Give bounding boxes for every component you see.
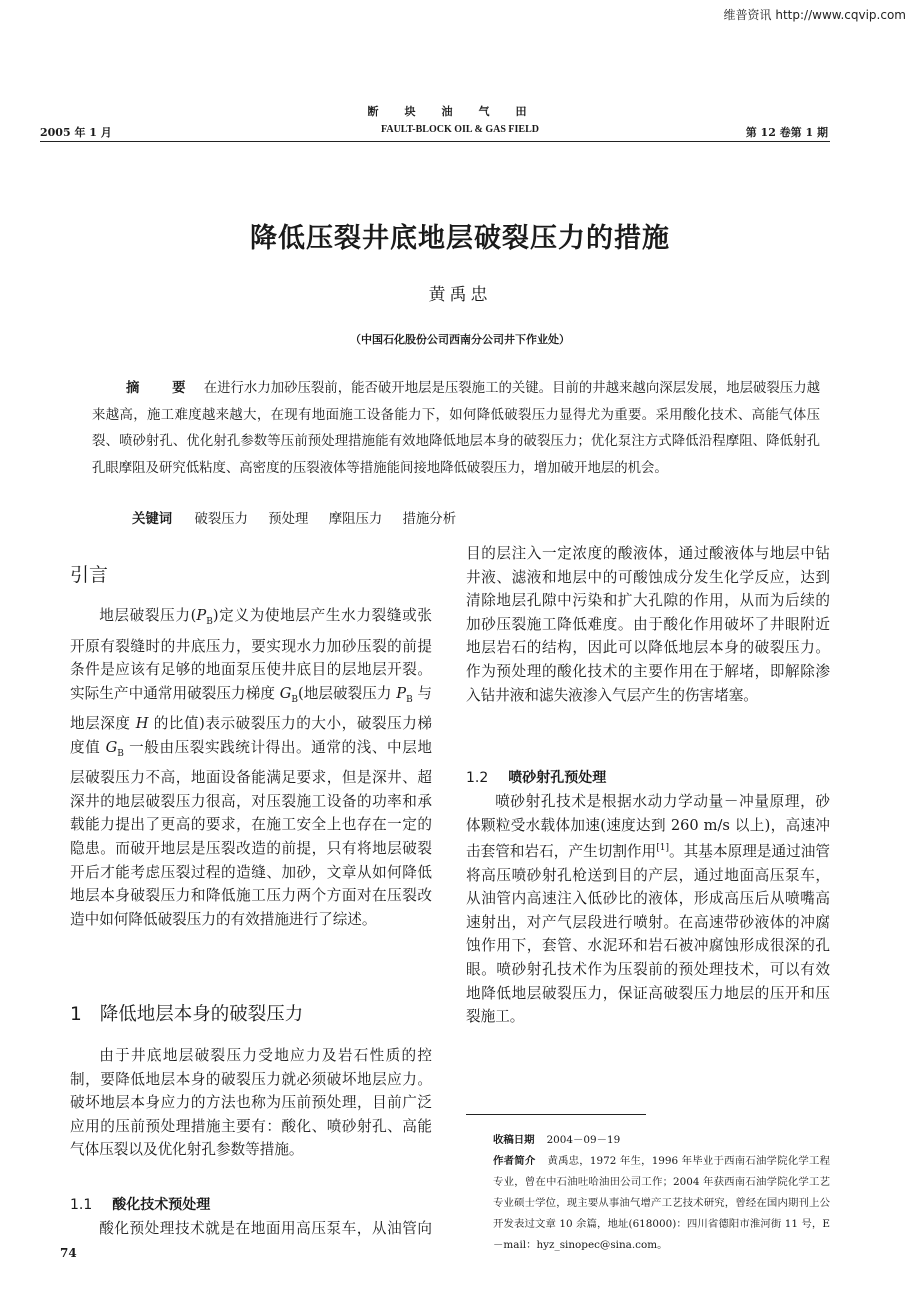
subsection-number: 1.2: [466, 770, 489, 786]
subsection-1-1-paragraph-cont: [466, 542, 830, 760]
section-1-paragraph: [70, 1044, 432, 1162]
abstract-text: 在进行水力加砂压裂前，能否破开地层是压裂施工的关键。目前的井越来越向深层发展，地层破裂压力越来越高，施工难度越来越大，在现有地面施工设备能力下，如何降低破裂压力显得尤为重要。采用酸化技术、高能气体压裂、喷砂射孔、优化射孔参数等压前预处理措施能有效地降低地层本身的破裂压力；优化泵注方式降低沿程摩阻、降低射孔孔眼摩阻及研究低粘度、高密度的压裂液体等措施能间接地降低破裂压力，增加破开地层的机会。: [92, 381, 820, 476]
issue-date: 2005 年 1 月: [40, 126, 112, 139]
intro-text: )定义为使地层产生水力裂缝或张开原有裂缝时的井底压力，要实现水力加砂压裂的前提条件是应该有足够的地面泵压使井底目的层地层开裂。实际生产中通常用破裂压力梯度: [70, 607, 432, 702]
intro-paragraph: [70, 604, 432, 931]
intro-heading: 引言: [70, 564, 109, 586]
received-label: 收稿日期: [493, 1134, 535, 1146]
keyword: 破裂压力: [194, 512, 248, 527]
volume-issue: 第 12 卷第 1 期: [745, 126, 828, 139]
intro-text: 与地层深度: [70, 684, 432, 733]
footnote-rule: [466, 1114, 646, 1115]
header-rule: [40, 141, 830, 142]
paragraph-text: 目的层注入一定浓度的酸液体，通过酸液体与地层中钻井液、滤液和地层中的可酸蚀成分发生化学反应，达到清除地层孔隙中污染和扩大孔隙的作用，从而为后续的加砂压裂施工降低难度。由于酸化作用破坏了井眼附近地层岩石的结构，因此可以降低地层本身的破裂压力。作为预处理的酸化技术的主要作用在于解堵，即解除渗入钻井液和滤失液渗入气层产生的伤害堵塞。: [466, 545, 830, 704]
section-1-heading: [70, 1000, 303, 1026]
keyword: 措施分析: [402, 512, 457, 527]
paragraph-text: 。其基本原理是通过油管将高压喷砂射孔枪送到目的产层，通过地面高压泵车，从油管内高速注入低砂比的液体，形成高压后从喷嘴高速射出，对产气层段进行喷射。在高速带砂液体的冲腐蚀作用下，套管、水泥环和岩石被冲腐蚀形成很深的孔眼。喷砂射孔技术作为压裂前的预处理技术，可以有效地降低地层破裂压力，保证高破裂压力地层的压开和压裂施工。: [466, 843, 830, 1026]
page-number: 74: [60, 1246, 77, 1260]
affiliation: （中国石化股份公司西南分公司井下作业处）: [350, 333, 570, 346]
keywords-label: 关键词: [132, 512, 173, 527]
abstract-label: 摘 要: [126, 381, 200, 396]
intro-text: (地层破裂压力: [297, 684, 397, 702]
citation: [1]: [656, 843, 669, 854]
symbol: H: [135, 715, 149, 733]
subsection-title: 酸化技术预处理: [112, 1197, 211, 1213]
symbol: G: [105, 738, 118, 756]
journal-name-en: FAULT-BLOCK OIL & GAS FIELD: [380, 124, 539, 135]
section-number: 1: [70, 1004, 82, 1025]
received-value: 2004－09－19: [546, 1134, 621, 1146]
intro-text: 地层破裂压力(: [99, 607, 197, 624]
subscript: B: [206, 616, 213, 627]
paper-title: 降低压裂井底地层破裂压力的措施: [250, 223, 670, 254]
watermark: 维普资讯 http://www.cqvip.com: [723, 8, 906, 22]
paragraph-text: 由于井底地层破裂压力受地应力及岩石性质的控制，要降低地层本身的破裂压力就必须破坏地层应力。破坏地层本身应力的方法也称为压前预处理，目前广泛应用的压前预处理措施主要有：酸化、喷砂射孔、高能气体压裂以及优化射孔参数等措施。: [70, 1047, 432, 1159]
subsection-1-1-heading: [70, 1194, 210, 1214]
intro-text: 的比值)表示破裂压力的大小，破裂压力梯度值: [70, 715, 433, 756]
author: 黄禹忠: [428, 285, 492, 305]
abstract: [92, 376, 820, 482]
paragraph-text: 喷砂射孔技术是根据水动力学动量－冲量原理，砂体颗粒受水载体加速(速度达到 260 m/s 以上)，高速冲击套管和岩石，产生切割作用: [466, 793, 830, 861]
journal-name-cn: 断块油气田: [367, 105, 553, 118]
intro-text: 一般由压裂实践统计得出。通常的浅、中层地层破裂压力不高，地面设备能满足要求，但是深井、超深井的地层破裂压力很高，对压裂施工设备的功率和承载能力提出了更高的要求，在施工安全上也存在一定的隐患。而破开地层是压裂改造的前提，只有将地层破裂开后才能考虑压裂过程的造缝、加砂，文章从如何降低地层本身破裂压力和降低施工压力两个方面对在压裂改造中如何降低破裂压力的有效措施进行了综述。: [70, 738, 432, 928]
keyword: 预处理: [268, 512, 309, 527]
paragraph-text: 酸化预处理技术就是在地面用高压泵车，从油管向: [99, 1220, 432, 1237]
keyword: 摩阻压力: [328, 512, 383, 527]
subscript: B: [291, 694, 298, 705]
symbol: P: [396, 684, 407, 702]
subsection-1-2-paragraph: [466, 790, 830, 1029]
author-bio: [493, 1151, 830, 1256]
section-title: 降低地层本身的破裂压力: [99, 1004, 304, 1025]
subsection-1-1-paragraph-start: [70, 1217, 432, 1241]
subsection-1-2-heading: [466, 767, 606, 787]
bio-text: 黄禹忠，1972 年生，1996 年毕业于西南石油学院化学工程专业，曾在中石油吐哈油田公司工作；2004 年获西南石油学院化学工艺专业硕士学位，现主要从事油气增产工艺技术研究，曾经在国内期刊上公开发表过文章 10 余篇，地址(618000)：四川省德阳市淮河街 11 号，E－mail：hyz_sinopec@sina.com。: [493, 1155, 830, 1251]
received-date: [493, 1130, 830, 1151]
subsection-number: 1.1: [70, 1197, 93, 1213]
symbol: G: [279, 684, 292, 702]
subscript: B: [117, 748, 124, 759]
bio-label: 作者简介: [493, 1155, 536, 1167]
symbol: P: [196, 607, 207, 624]
subsection-title: 喷砂射孔预处理: [508, 770, 607, 786]
keywords: [132, 508, 472, 527]
subscript: B: [406, 694, 413, 705]
